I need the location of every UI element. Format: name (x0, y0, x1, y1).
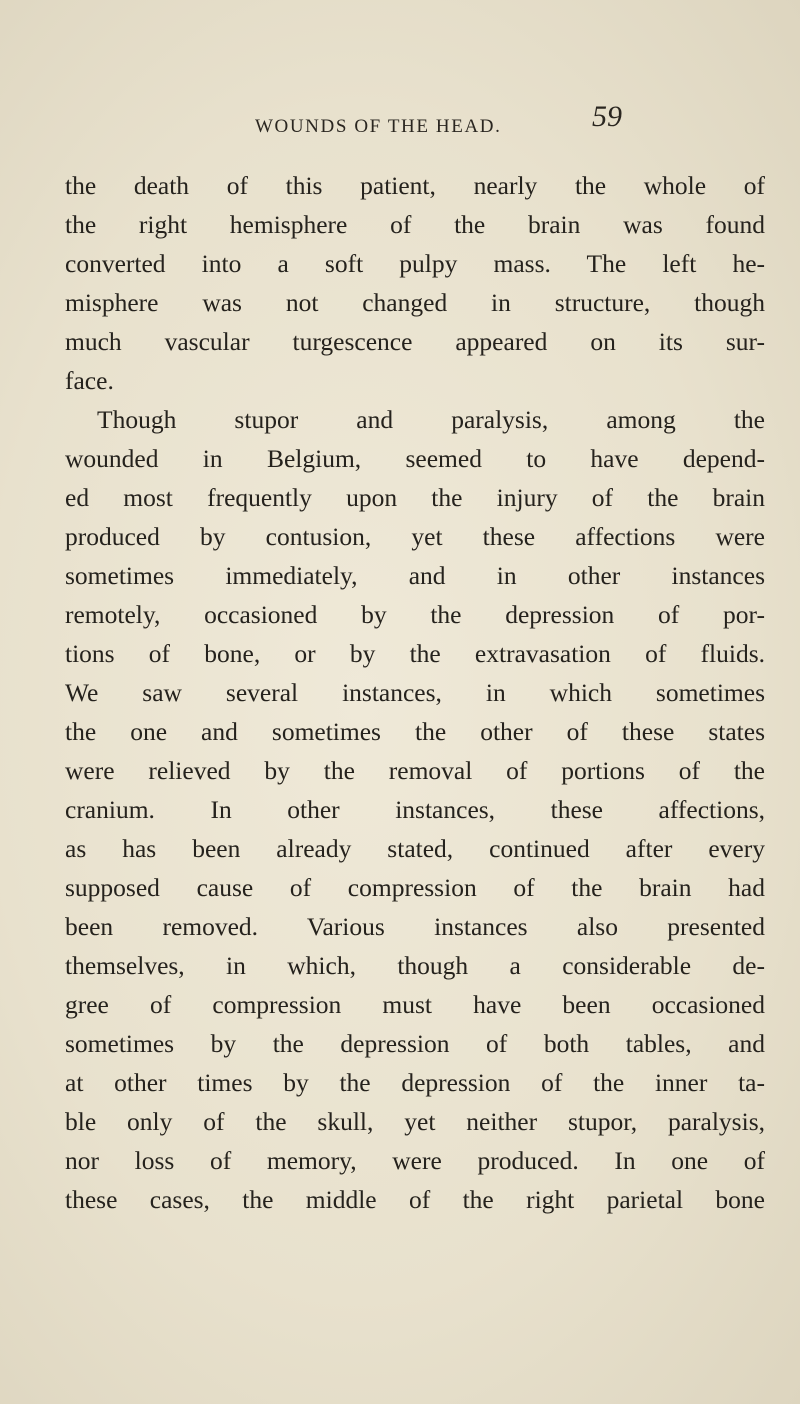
text-line: Though stupor and paralysis, among the (97, 405, 765, 434)
text-line: much vascular turgescence appeared on its sur- (65, 327, 765, 356)
text-line: sometimes by the depression of both tables, and (65, 1029, 765, 1058)
text-line: ble only of the skull, yet neither stupor, paralysis, (65, 1107, 765, 1136)
body-text (65, 166, 765, 1219)
text-line: misphere was not changed in structure, though (65, 288, 765, 317)
text-line: as has been already stated, continued after every (65, 834, 765, 863)
text-line: gree of compression must have been occasioned (65, 990, 765, 1019)
text-line: the death of this patient, nearly the whole of (65, 171, 765, 200)
text-line: tions of bone, or by the extravasation of fluids. (65, 639, 765, 668)
text-line: these cases, the middle of the right parietal bone (65, 1185, 765, 1214)
text-line: face. (65, 366, 114, 395)
text-line: cranium. In other instances, these affections, (65, 795, 765, 824)
text-line: were relieved by the removal of portions of the (65, 756, 765, 785)
text-line: the right hemisphere of the brain was found (65, 210, 765, 239)
text-line: ed most frequently upon the injury of the brain (65, 483, 765, 512)
text-line: been removed. Various instances also presented (65, 912, 765, 941)
text-line: remotely, occasioned by the depression of por- (65, 600, 765, 629)
text-line: themselves, in which, though a considerable de- (65, 951, 765, 980)
text-line: wounded in Belgium, seemed to have depend- (65, 444, 765, 473)
text-line: produced by contusion, yet these affections were (65, 522, 765, 551)
text-line: at other times by the depression of the inner ta- (65, 1068, 765, 1097)
text-line: converted into a soft pulpy mass. The left he- (65, 249, 765, 278)
text-line: supposed cause of compression of the brain had (65, 873, 765, 902)
page-number: 59 (592, 100, 622, 133)
page-header (0, 100, 800, 140)
text-line: nor loss of memory, were produced. In one of (65, 1146, 765, 1175)
text-line: the one and sometimes the other of these states (65, 717, 765, 746)
text-line: We saw several instances, in which sometimes (65, 678, 765, 707)
running-head: WOUNDS OF THE HEAD. (255, 116, 502, 137)
text-line: sometimes immediately, and in other instances (65, 561, 765, 590)
